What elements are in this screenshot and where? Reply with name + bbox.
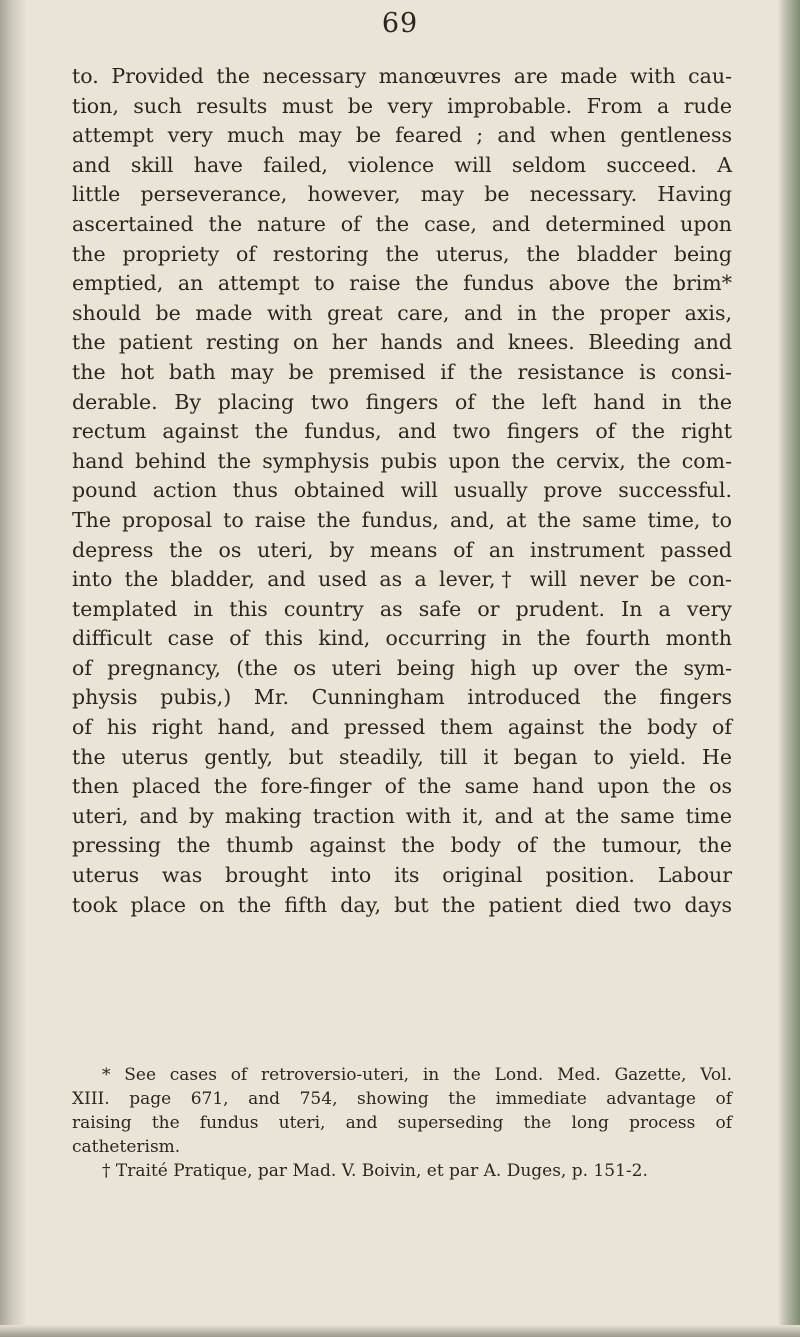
body-line: templated in this country as safe or prudent. In a very xyxy=(72,596,732,621)
body-line: uteri, and by making traction with it, and at the same time xyxy=(72,803,732,828)
footnote-line: raising the fundus uteri, and superseding the long process of xyxy=(72,1113,732,1133)
body-line: should be made with great care, and in the proper axis, xyxy=(72,300,732,325)
body-line: pressing the thumb against the body of the tumour, the xyxy=(72,833,732,858)
body-line: hand behind the symphysis pubis upon the cervix, the com- xyxy=(72,448,732,473)
body-line: derable. By placing two fingers of the left hand in the xyxy=(72,389,732,414)
body-line: tion, such results must be very improbable. From a rude xyxy=(72,93,732,118)
body-line: attempt very much may be feared ; and when gentleness xyxy=(72,123,732,148)
page-left-edge xyxy=(0,0,26,1337)
body-line: into the bladder, and used as a lever,† will never be con- xyxy=(72,567,732,592)
body-line: then placed the fore-finger of the same hand upon the os xyxy=(72,774,732,799)
body-line: the hot bath may be premised if the resistance is consi- xyxy=(72,359,732,384)
body-paragraph xyxy=(72,62,732,920)
body-line: rectum against the fundus, and two fingers of the right xyxy=(72,419,732,444)
body-line: uterus was brought into its original position. Labour xyxy=(72,863,732,888)
body-line: little perseverance, however, may be necessary. Having xyxy=(72,182,732,207)
page-number: 69 xyxy=(381,8,419,39)
body-line: the uterus gently, but steadily, till it began to yield. He xyxy=(72,744,732,769)
body-line: The proposal to raise the fundus, and, at the same time, to xyxy=(72,507,732,532)
body-line: of pregnancy, (the os uteri being high up over the sym- xyxy=(72,655,732,680)
footnote-line: XIII. page 671, and 754, showing the immediate advantage of xyxy=(72,1089,732,1109)
body-line: ascertained the nature of the case, and determined upon xyxy=(72,211,732,236)
body-line: to. Provided the necessary manœuvres are made with cau- xyxy=(72,64,732,88)
body-line: emptied, an attempt to raise the fundus above the brim* xyxy=(72,271,732,296)
body-line: the propriety of restoring the uterus, the bladder being xyxy=(72,241,732,266)
body-line: depress the os uteri, by means of an instrument passed xyxy=(72,537,732,562)
footnote-line: catheterism. xyxy=(72,1137,181,1157)
footnote-line: † Traité Pratique, par Mad. V. Boivin, et par A. Duges, p. 151-2. xyxy=(102,1161,648,1181)
body-line: took place on the fifth day, but the patient died two days xyxy=(72,892,732,917)
body-line: and skill have failed, violence will seldom succeed. A xyxy=(72,152,732,177)
body-line: of his right hand, and pressed them against the body of xyxy=(72,715,732,740)
page-right-edge xyxy=(778,0,800,1337)
body-line: physis pubis,) Mr. Cunningham introduced the fingers xyxy=(72,685,732,710)
footnotes xyxy=(72,1063,732,1183)
page-bottom-edge xyxy=(0,1325,800,1337)
body-line: pound action thus obtained will usually prove successful. xyxy=(72,478,732,503)
body-line: the patient resting on her hands and knees. Bleeding and xyxy=(72,330,732,355)
body-line: difficult case of this kind, occurring in the fourth month xyxy=(72,626,732,651)
footnote-line: * See cases of retroversio-uteri, in the Lond. Med. Gazette, Vol. xyxy=(102,1065,732,1085)
